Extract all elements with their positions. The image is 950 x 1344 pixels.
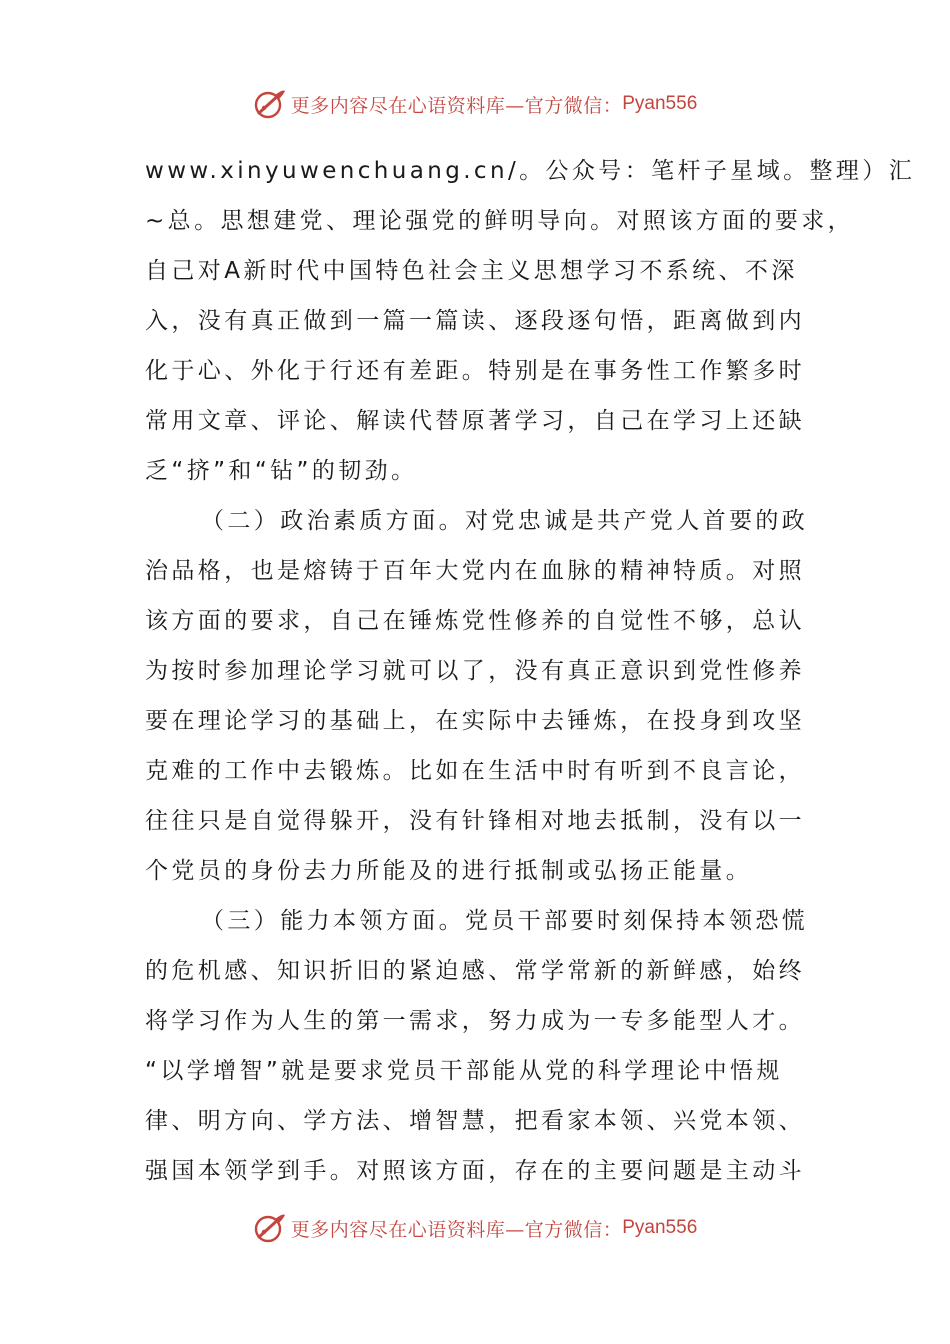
brush-logo-icon [253, 1211, 287, 1245]
text-line: www.xinyuwenchuang.cn/。公众号：笔杆子星域。整理）汇 [145, 158, 916, 184]
text-line: 要在理论学习的基础上，在实际中去锤炼，在投身到攻坚 [145, 708, 805, 734]
footer-banner-text: 更多内容尽在心语资料库—官方微信： [290, 1218, 623, 1241]
text-line: 治品格，也是熔铸于百年大党内在血脉的精神特质。对照 [145, 558, 805, 584]
paragraph-1 [145, 146, 916, 496]
text-line: （三）能力本领方面。党员干部要时刻保持本领恐慌 [201, 908, 809, 934]
header-banner-text: 更多内容尽在心语资料库—官方微信： [290, 94, 623, 117]
text-line: 克难的工作中去锻炼。比如在生活中时有听到不良言论， [145, 758, 805, 784]
text-line: 将学习作为人生的第一需求，努力成为一专多能型人才。 [145, 1008, 805, 1034]
text-line: 乏“挤”和“钻”的韧劲。 [145, 458, 418, 484]
text-line: 入，没有真正做到一篇一篇读、逐段逐句悟，距离做到内 [145, 308, 805, 334]
paragraph-3 [145, 896, 809, 1196]
text-line: 为按时参加理论学习就可以了，没有真正意识到党性修养 [145, 658, 805, 684]
text-line: 的危机感、知识折旧的紧迫感、常学常新的新鲜感，始终 [145, 958, 805, 984]
document-body [145, 146, 916, 1196]
text-line: 常用文章、评论、解读代替原著学习，自己在学习上还缺 [145, 408, 805, 434]
text-line: 往往只是自觉得躲开，没有针锋相对地去抵制，没有以一 [145, 808, 805, 834]
text-line: 该方面的要求，自己在锤炼党性修养的自觉性不够，总认 [145, 608, 805, 634]
text-line: （二）政治素质方面。对党忠诚是共产党人首要的政 [201, 508, 809, 534]
brush-logo-icon [253, 87, 287, 121]
text-line: 强国本领学到手。对照该方面，存在的主要问题是主动斗 [145, 1158, 805, 1184]
footer-watermark-banner [0, 1208, 950, 1248]
header-watermark-banner [0, 84, 950, 124]
footer-banner-handle: Pyan556 [622, 1217, 698, 1238]
text-line: “以学增智”就是要求党员干部能从党的科学理论中悟规 [145, 1058, 783, 1084]
text-line: 律、明方向、学方法、增智慧，把看家本领、兴党本领、 [145, 1108, 805, 1134]
paragraph-2 [145, 496, 809, 896]
text-line: ~总。思想建党、理论强党的鲜明导向。对照该方面的要求， [145, 208, 855, 234]
text-line: 化于心、外化于行还有差距。特别是在事务性工作繁多时 [145, 358, 805, 384]
header-banner-handle: Pyan556 [622, 93, 698, 114]
text-line: 自己对A新时代中国特色社会主义思想学习不系统、不深 [145, 258, 798, 284]
text-line: 个党员的身份去力所能及的进行抵制或弘扬正能量。 [145, 858, 753, 884]
